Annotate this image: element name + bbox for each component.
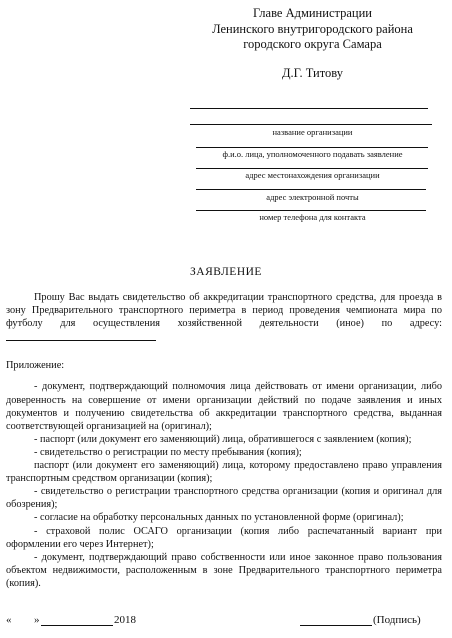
appendix-item: - документ, подтверждающий полномочия лица действовать от имени организации, либо доверенность на совершение от имени организации действий по подаче заявления и иных документов и получению свидетельства об аккредитации транспортного средства, выданная соответствующей организацией на (оригинал);: [6, 381, 442, 432]
field-caption-representative: ф.и.о. лица, уполномоченного подавать заявление: [222, 149, 403, 159]
addressee-block: [185, 6, 440, 81]
appendix-item: - свидетельство о регистрации по месту пребывания (копия);: [34, 446, 302, 458]
appendix-item: - страховой полис ОСАГО организации (копия либо распечатанный вариант при оформлении его через Интернет);: [6, 525, 442, 550]
addressee-name: Д.Г. Титову: [281, 65, 343, 80]
document-body: [6, 291, 442, 590]
field-caption-phone: номер телефона для контакта: [259, 212, 366, 222]
blank-line: [196, 189, 426, 190]
address-blank-line: [6, 330, 156, 341]
appendix-heading: Приложение:: [6, 360, 65, 372]
request-text: Прошу Вас выдать свидетельство об аккредитации транспортного средства, для проезда в зону Предварительного транспортного периметра в период проведения чемпионата мира по футболу для осуществления хозяйственной деятельности (иное) по адресу:: [6, 292, 442, 330]
field-caption-email: адрес электронной почты: [266, 192, 359, 202]
addressee-line1: Главе Администрации: [253, 6, 372, 20]
signature-footer: [0, 614, 452, 630]
date-blank-line: [41, 625, 113, 626]
blank-line: [196, 147, 428, 148]
document-title: ЗАЯВЛЕНИЕ: [190, 266, 262, 278]
signature-blank-line: [300, 625, 372, 626]
appendix-item: - свидетельство о регистрации транспортного средства организации (копия и оригинал для обозрения);: [6, 486, 442, 511]
signature-label: (Подпись): [373, 614, 421, 626]
blank-line: [190, 124, 432, 125]
addressee-line2: Ленинского внутригородского района: [212, 21, 413, 36]
addressee-line3: городского округа Самара: [243, 37, 382, 51]
field-caption-address: адрес местонахождения организации: [245, 170, 380, 180]
appendix-item: - согласие на обработку персональных данных по установленной форме (оригинал);: [34, 512, 404, 524]
appendix-item: паспорт (или документ его заменяющий) лица, которому предоставлено право управления транспортным средством организации (копия);: [6, 460, 442, 485]
date-year: 2018: [114, 614, 136, 626]
blank-line: [196, 168, 428, 169]
appendix-item: - паспорт (или документ его заменяющий) лица, обратившегося с заявлением (копия);: [34, 433, 412, 445]
blank-line: [196, 210, 426, 211]
appendix-item: - документ, подтверждающий право собственности или иное законное право пользования объектом недвижимости, расположенным в зоне Предварительного транспортного периметра (копия).: [6, 551, 442, 589]
blank-line: [190, 108, 428, 109]
field-caption-organization: название организации: [272, 127, 353, 137]
date-quote-close: »: [34, 614, 40, 626]
date-quote-open: «: [6, 614, 12, 626]
